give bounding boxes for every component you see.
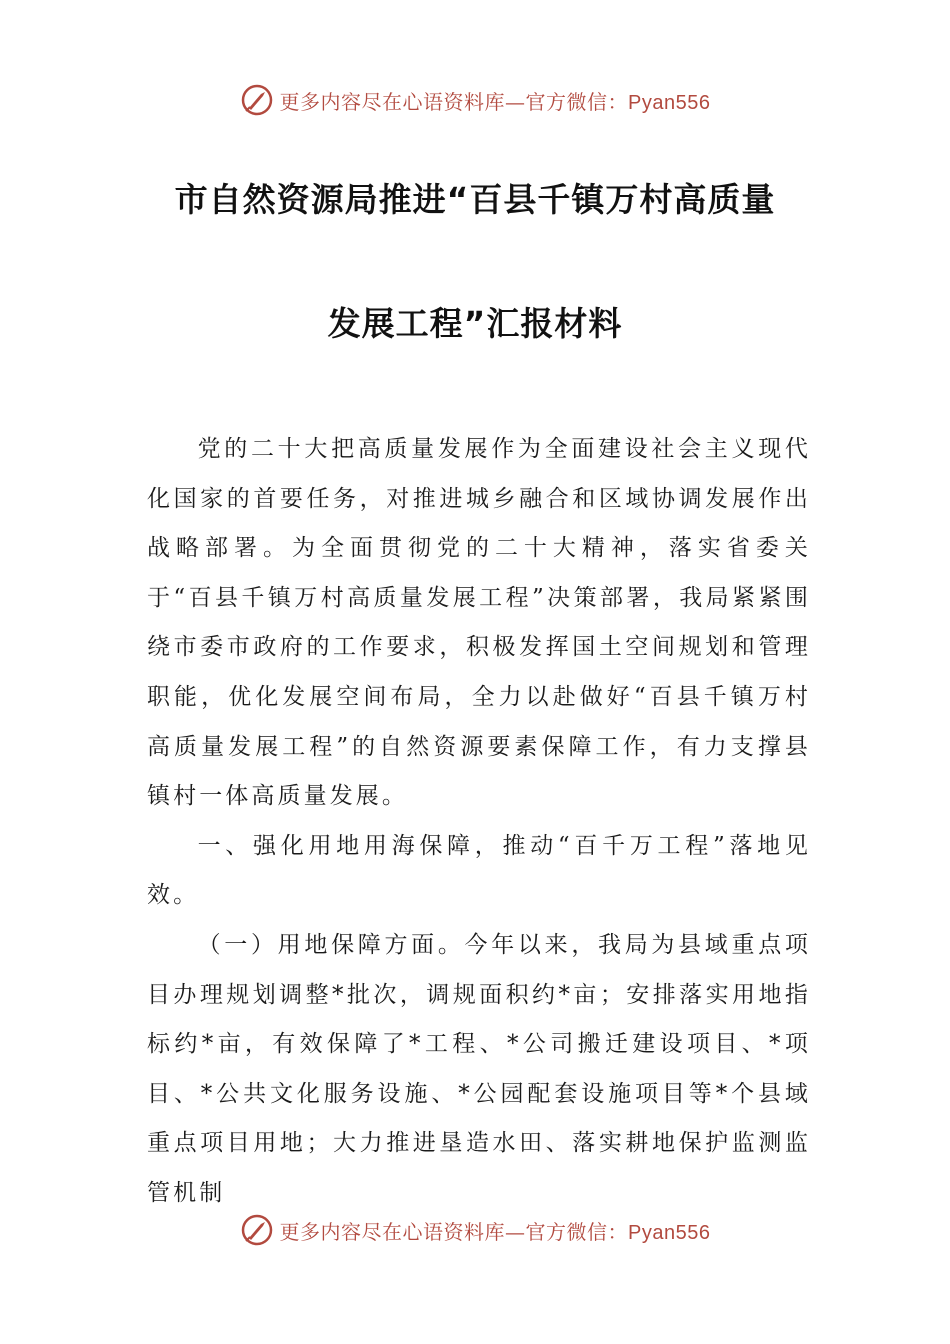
pen-nib-logo-icon	[240, 1213, 274, 1247]
section-heading-1: 一、强化用地用海保障，推动“百千万工程”落地见效。	[147, 832, 811, 909]
document-title-line-1: 市自然资源局推进“百县千镇万村高质量	[174, 180, 776, 219]
document-title-line-2: 发展工程”汇报材料	[327, 304, 623, 343]
paragraph-land-use: （一）用地保障方面。今年以来，我局为县域重点项目办理规划调整*批次，调规面积约*亩；安排落实用地指标约*亩，有效保障了*工程、*公司搬迁建设项目、*项目、*公共文化服务设施、*公园配套设施项目等*个县域重点项目用地；大力推进垦造水田、落实耕地保护监测监管机制	[147, 931, 811, 1206]
document-body	[147, 425, 811, 1219]
paragraph-intro: 党的二十大把高质量发展作为全面建设社会主义现代化国家的首要任务，对推进城乡融合和区域协调发展作出战略部署。为全面贯彻党的二十大精神，落实省委关于“百县千镇万村高质量发展工程”决策部署，我局紧紧围绕市委市政府的工作要求，积极发挥国土空间规划和管理职能，优化发展空间布局，全力以赴做好“百县千镇万村高质量发展工程”的自然资源要素保障工作，有力支撑县镇村一体高质量发展。	[147, 436, 811, 810]
pen-nib-logo-icon	[240, 83, 274, 117]
footer-watermark-text: 更多内容尽在心语资料库—官方微信：Pyan556	[279, 1219, 711, 1244]
footer-watermark-banner	[0, 1208, 950, 1252]
header-watermark-banner	[0, 78, 950, 122]
header-watermark-text: 更多内容尽在心语资料库—官方微信：Pyan556	[279, 89, 711, 114]
